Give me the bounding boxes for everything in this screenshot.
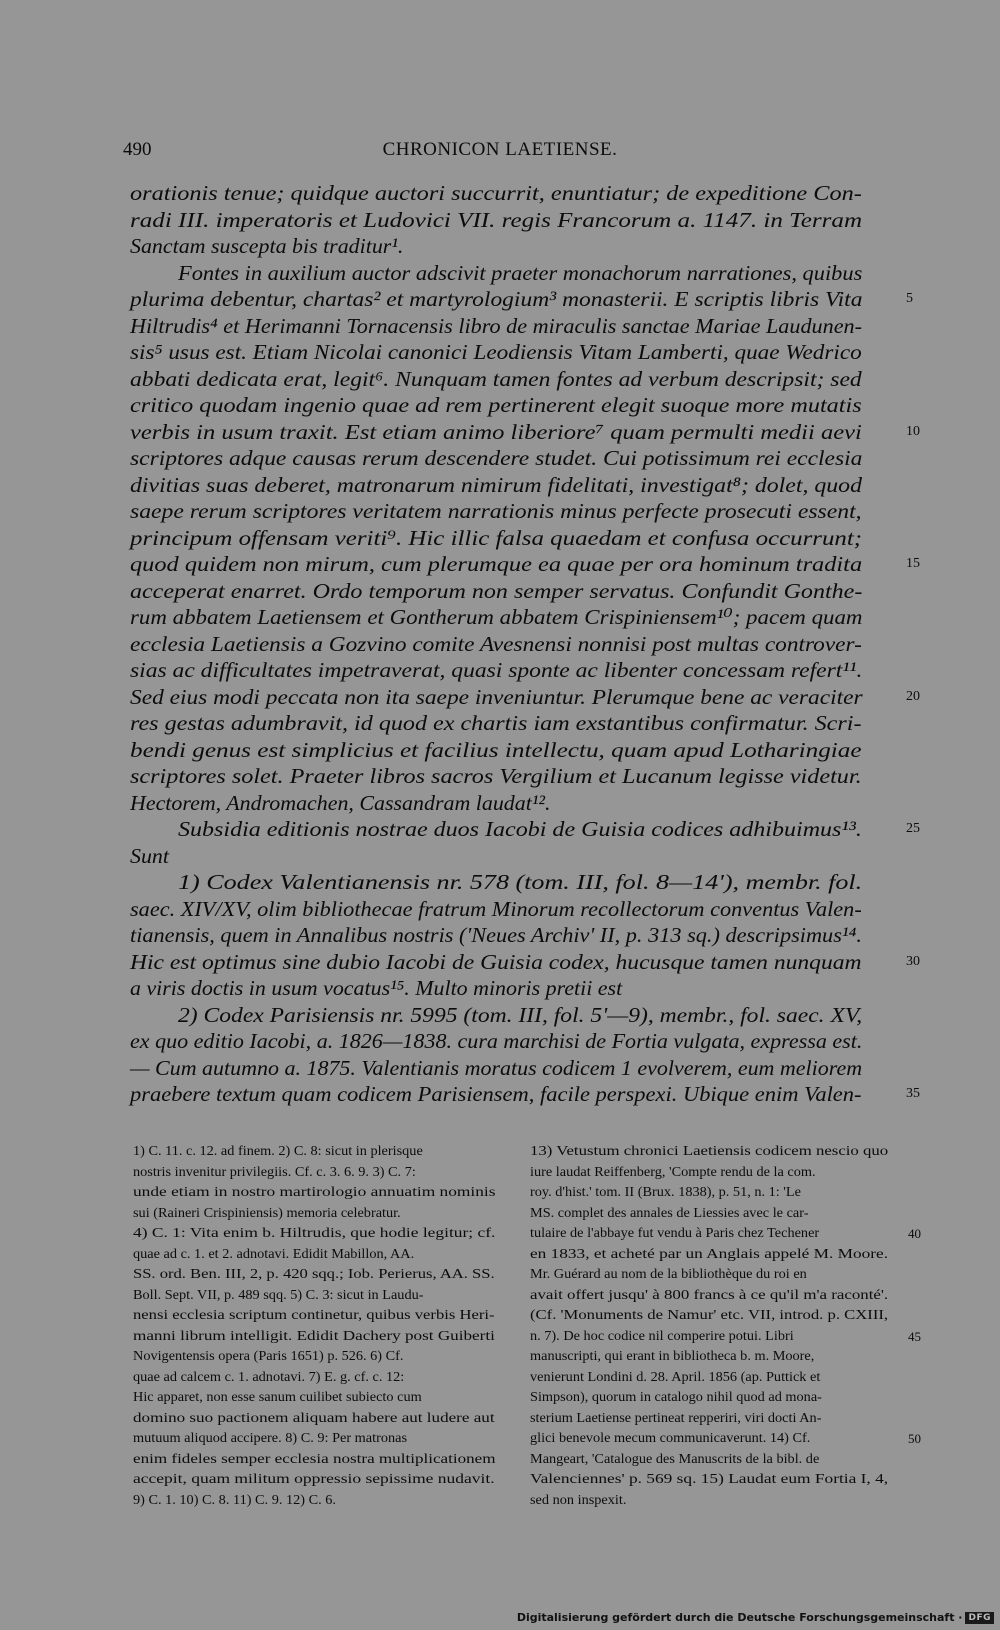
text-line-content: quod quidem non mirum, cum plerumque ea quae per ora hominum tradita (130, 552, 863, 576)
footnotes-right-column (530, 1142, 921, 1511)
footnote-line-content: sui (Raineri Crispiniensis) memoria celebratur. (133, 1205, 401, 1221)
text-line (130, 1055, 900, 1082)
footnote-line (530, 1470, 900, 1491)
footnote-line-content: avait offert jusqu' à 800 francs à ce qu'il m'a raconté'. (530, 1287, 889, 1303)
text-line-content: Subsidia editionis nostrae duos Iacobi de Guisia codices adhibuimus¹³. (178, 817, 862, 841)
footnote-line-content: 13) Vetustum chronici Laetiensis codicem nescio quo (530, 1144, 889, 1159)
text-line (130, 313, 900, 340)
text-line (130, 419, 920, 446)
footnote-line (530, 1429, 921, 1450)
text-line-content: saepe rerum scriptores veritatem narrationis minus perfecte prosecuti essent, (130, 499, 862, 523)
footnote-line (530, 1265, 900, 1286)
footnote-line-content: mutuum aliquod accipere. 8) C. 9: Per matronas (133, 1431, 408, 1446)
footnote-line-content: manuscripti, qui erant in bibliotheca b. m. Moore, (530, 1349, 815, 1364)
footnote-line (530, 1450, 900, 1471)
footnote-line-content: tulaire de l'abbaye fut vendu à Paris chez Techener (530, 1226, 820, 1241)
text-line-content: Hic est optimus sine dubio Iacobi de Guisia codex, hucusque tamen nunquam (130, 949, 862, 974)
footnote-line-content: nensi ecclesia scriptum continetur, quibus verbis Heri- (133, 1308, 495, 1323)
text-line (130, 1028, 900, 1055)
text-line (130, 975, 900, 1002)
text-line-content: rum abbatem Laetiensem et Gontherum abbatem Crispiniensem¹⁰; pacem quam (130, 605, 863, 629)
text-line-content: sis⁵ usus est. Etiam Nicolai canonici Leodiensis Vitam Lamberti, quae Wedrico (130, 340, 862, 364)
footnote-line (133, 1409, 507, 1430)
footnote-line-content: roy. d'hist.' tom. II (Brux. 1838), p. 51, n. 1: 'Le (530, 1185, 801, 1200)
text-line (130, 180, 900, 207)
text-line (130, 339, 900, 366)
text-line (130, 631, 900, 658)
footnote-line (530, 1224, 921, 1245)
text-line-content: — Cum autumno a. 1875. Valentianis moratus codicem 1 evolverem, eum meliorem (130, 1055, 863, 1080)
footnote-line-content: Mr. Guérard au nom de la bibliothèque du roi en (530, 1267, 807, 1282)
footnote-line-content: sed non inspexit. (530, 1492, 627, 1508)
text-line (130, 1002, 900, 1029)
footnote-line (530, 1491, 900, 1512)
line-number: 40 (908, 1226, 921, 1241)
text-line-content: sias ac difficultates impetraverat, quasi sponte ac libenter concessam refert¹¹. (130, 658, 863, 682)
footnote-line (530, 1388, 900, 1409)
footnote-line (133, 1347, 507, 1368)
footnote-line (133, 1491, 507, 1512)
footnote-line (133, 1327, 507, 1348)
footnote-line (530, 1286, 900, 1307)
text-line-content: ecclesia Laetiensis a Gozvino comite Avesnensi nonnisi post multas controver- (130, 631, 862, 656)
text-line-content: Hectorem, Andromachen, Cassandram laudat¹². (130, 790, 551, 815)
footnote-line (530, 1183, 900, 1204)
line-number: 35 (906, 1086, 920, 1101)
text-line-content: bendi genus est simplicius et facilius intellectu, quam apud Lotharingiae (130, 737, 862, 762)
footnote-line (133, 1204, 507, 1225)
text-line (130, 604, 900, 631)
footnote-line (133, 1183, 507, 1204)
text-line (130, 684, 920, 711)
footnote-line-content: Valenciennes' p. 569 sq. 15) Laudat eum Fortia I, 4, (530, 1472, 889, 1487)
dfg-logo: DFG (965, 1612, 994, 1624)
footnote-line-content: n. 7). De hoc codice nil comperire potui. Libri (530, 1328, 794, 1344)
text-line-content: Sunt (130, 843, 169, 868)
text-line (130, 472, 900, 499)
text-line (130, 366, 900, 393)
text-line-content: critico quodam ingenio quae ad rem pertinerent elegit suoque more mutatis (130, 393, 862, 417)
footnote-line (530, 1327, 921, 1348)
footnote-line-content: glici benevole mecum communicaverunt. 14) Cf. (530, 1431, 811, 1446)
credit-text: Digitalisierung gefördert durch die Deutsche Forschungsgemeinschaft · (516, 1611, 963, 1624)
text-line-content: scriptores solet. Praeter libros sacros Vergilium et Lucanum legisse videtur. (130, 764, 862, 788)
footnote-line (530, 1204, 900, 1225)
footnote-line (530, 1142, 900, 1163)
text-line-content: tianensis, quem in Annalibus nostris ('Neues Archiv' II, p. 313 sq.) descripsimus¹⁴. (130, 923, 862, 947)
text-line-content: 1) Codex Valentianensis nr. 578 (tom. III, fol. 8—14'), membr. fol. (178, 870, 863, 894)
footnote-line (133, 1163, 507, 1184)
footnote-line-content: SS. ord. Ben. III, 2, p. 420 sqq.; Iob. Perierus, AA. SS. (133, 1267, 495, 1282)
text-line (130, 578, 900, 605)
footnote-line-content: quae ad c. 1. et 2. adnotavi. Edidit Mabillon, AA. (133, 1246, 415, 1262)
text-line-content: radi III. imperatoris et Ludovici VII. regis Francorum a. 1147. in Terram (130, 207, 863, 232)
footnote-line-content: manni librum intelligit. Edidit Dachery post Guiberti (133, 1328, 495, 1344)
footnote-line-content: Simpson), quorum in catalogo nihil quod ad mona- (530, 1390, 822, 1405)
footnote-line (133, 1142, 507, 1163)
footnote-line-content: Novigentensis opera (Paris 1651) p. 526. 6) Cf. (133, 1349, 404, 1364)
footnote-line-content: accepit, quam militum oppressio sepissime nudavit. (133, 1472, 495, 1487)
line-number: 5 (906, 291, 913, 306)
footnote-line-content: Boll. Sept. VII, p. 489 sqq. 5) C. 3: sicut in Laudu- (133, 1287, 424, 1303)
page-number: 490 (123, 139, 152, 160)
text-line-content: principum offensam veriti⁹. Hic illic falsa quaedam et confusa occurrunt; (130, 525, 863, 550)
footnote-line-content: Hic apparet, non esse sanum cuilibet subiecto cum (133, 1390, 422, 1405)
footnote-line-content: enim fideles semper ecclesia nostra multiplicationem (133, 1451, 496, 1467)
footnote-line-content: domino suo pactionem aliquam habere aut ludere aut (133, 1410, 495, 1426)
footnote-line (530, 1306, 900, 1327)
text-line (130, 207, 900, 234)
text-line (130, 525, 900, 552)
text-line-content: divitias suas deberet, matronarum nimirum fidelitati, investigat⁸; dolet, quod (130, 472, 862, 497)
footnote-line-content: MS. complet des annales de Liessies avec le car- (530, 1205, 809, 1221)
text-line-content: plurima debentur, chartas² et martyrologium³ monasterii. E scriptis libris Vita (130, 287, 863, 311)
line-number: 25 (906, 821, 920, 836)
text-line (130, 260, 900, 287)
footnote-line-content: venierunt Londini d. 28. April. 1856 (ap. Puttick et (530, 1369, 821, 1385)
text-line (130, 790, 900, 817)
line-number: 30 (906, 953, 920, 969)
footnote-line-content: iure laudat Reiffenberg, 'Compte rendu de la com. (530, 1164, 816, 1180)
footnote-line (530, 1347, 900, 1368)
text-line (130, 763, 900, 790)
text-line (130, 1081, 920, 1108)
footnote-line-content: en 1833, et acheté par un Anglais appelé M. Moore. (530, 1246, 889, 1262)
line-number: 45 (908, 1328, 921, 1344)
text-line-content: saec. XIV/XV, olim bibliothecae fratrum Minorum recollectorum conventus Valen- (130, 896, 862, 921)
footnote-line-content: unde etiam in nostro martirologio annuatim nominis (133, 1185, 496, 1200)
text-line (130, 816, 920, 843)
footnote-line (133, 1245, 507, 1266)
text-line (130, 896, 900, 923)
text-line-content: 2) Codex Parisiensis nr. 5995 (tom. III, fol. 5'—9), membr., fol. saec. XV, (178, 1002, 863, 1027)
text-line-content: Fontes in auxilium auctor adscivit praeter monachorum narrationes, quibus (178, 260, 863, 285)
text-line-content: praebere textum quam codicem Parisiensem, facile perspexi. Ubique enim Valen- (130, 1082, 862, 1106)
footnote-line-content: 9) C. 1. 10) C. 8. 11) C. 9. 12) C. 6. (133, 1492, 336, 1508)
text-line-content: Sanctam suscepta bis traditur¹. (130, 234, 404, 258)
footnote-line (133, 1388, 507, 1409)
footnote-line (133, 1265, 507, 1286)
footnote-line-content: sterium Laetiense pertineat repperiri, viri docti An- (530, 1410, 822, 1426)
text-line (130, 286, 913, 313)
text-line-content: Sed eius modi peccata non ita saepe inveniuntur. Plerumque bene ac veraciter (130, 684, 863, 709)
text-line (130, 233, 900, 260)
main-text (130, 180, 920, 1108)
footnote-line (530, 1245, 900, 1266)
text-line-content: acceperat enarret. Ordo temporum non semper servatus. Confundit Gonthe- (130, 578, 863, 603)
line-number: 50 (908, 1431, 921, 1446)
footnote-line-content: quae ad calcem c. 1. adnotavi. 7) E. g. cf. c. 12: (133, 1369, 405, 1385)
footnote-line (133, 1450, 507, 1471)
footnote-line (530, 1163, 900, 1184)
footnotes-left-column (133, 1142, 507, 1511)
footnote-line (133, 1470, 507, 1491)
footnote-line-content: 1) C. 11. c. 12. ad finem. 2) C. 8: sicut in plerisque (133, 1144, 423, 1159)
line-number: 20 (906, 688, 920, 704)
text-line (130, 710, 900, 737)
footnote-line (133, 1368, 507, 1389)
digitization-credit (517, 1611, 994, 1624)
text-line (130, 949, 920, 976)
footnote-line-content: 4) C. 1: Vita enim b. Hiltrudis, que hodie legitur; cf. (133, 1226, 496, 1241)
footnote-line (133, 1224, 507, 1245)
running-title: CHRONICON LAETIENSE. (382, 139, 618, 160)
footnote-line (530, 1409, 900, 1430)
text-line (130, 445, 900, 472)
text-line-content: res gestas adumbravit, id quod ex chartis iam exstantibus confirmatur. Scri- (130, 711, 862, 735)
text-line-content: ex quo editio Iacobi, a. 1826—1838. cura marchisi de Fortia vulgata, expressa est. (130, 1029, 863, 1053)
line-number: 10 (906, 423, 920, 439)
text-line (130, 922, 900, 949)
footnote-line (133, 1306, 507, 1327)
text-line-content: a viris doctis in usum vocatus¹⁵. Multo minoris pretii est (130, 976, 623, 1000)
footnote-line-content: (Cf. 'Monuments de Namur' etc. VII, introd. p. CXIII, (530, 1308, 889, 1323)
text-line-content: orationis tenue; quidque auctori succurrit, enuntiatur; de expeditione Con- (130, 181, 862, 205)
footnote-line (133, 1429, 507, 1450)
text-line (130, 498, 900, 525)
text-line (130, 551, 920, 578)
text-line-content: scriptores adque causas rerum descendere studet. Cui potissimum rei ecclesia (130, 446, 863, 470)
text-line (130, 657, 900, 684)
text-line-content: abbati dedicata erat, legit⁶. Nunquam tamen fontes ad verbum descripsit; sed (130, 366, 862, 391)
footnote-line (133, 1286, 507, 1307)
footnote-line (530, 1368, 900, 1389)
footnote-line-content: Mangeart, 'Catalogue des Manuscrits de la bibl. de (530, 1451, 820, 1467)
text-line (130, 843, 900, 870)
footnote-line-content: nostris invenitur privilegiis. Cf. c. 3. 6. 9. 3) C. 7: (133, 1164, 416, 1180)
text-line (130, 869, 900, 896)
text-line (130, 737, 900, 764)
text-line-content: Hiltrudis⁴ et Herimanni Tornacensis libro de miraculis sanctae Mariae Laudunen- (130, 313, 862, 338)
text-line-content: verbis in usum traxit. Est etiam animo liberiore⁷ quam permulti medii aevi (130, 419, 862, 444)
text-line (130, 392, 900, 419)
line-number: 15 (906, 556, 920, 571)
